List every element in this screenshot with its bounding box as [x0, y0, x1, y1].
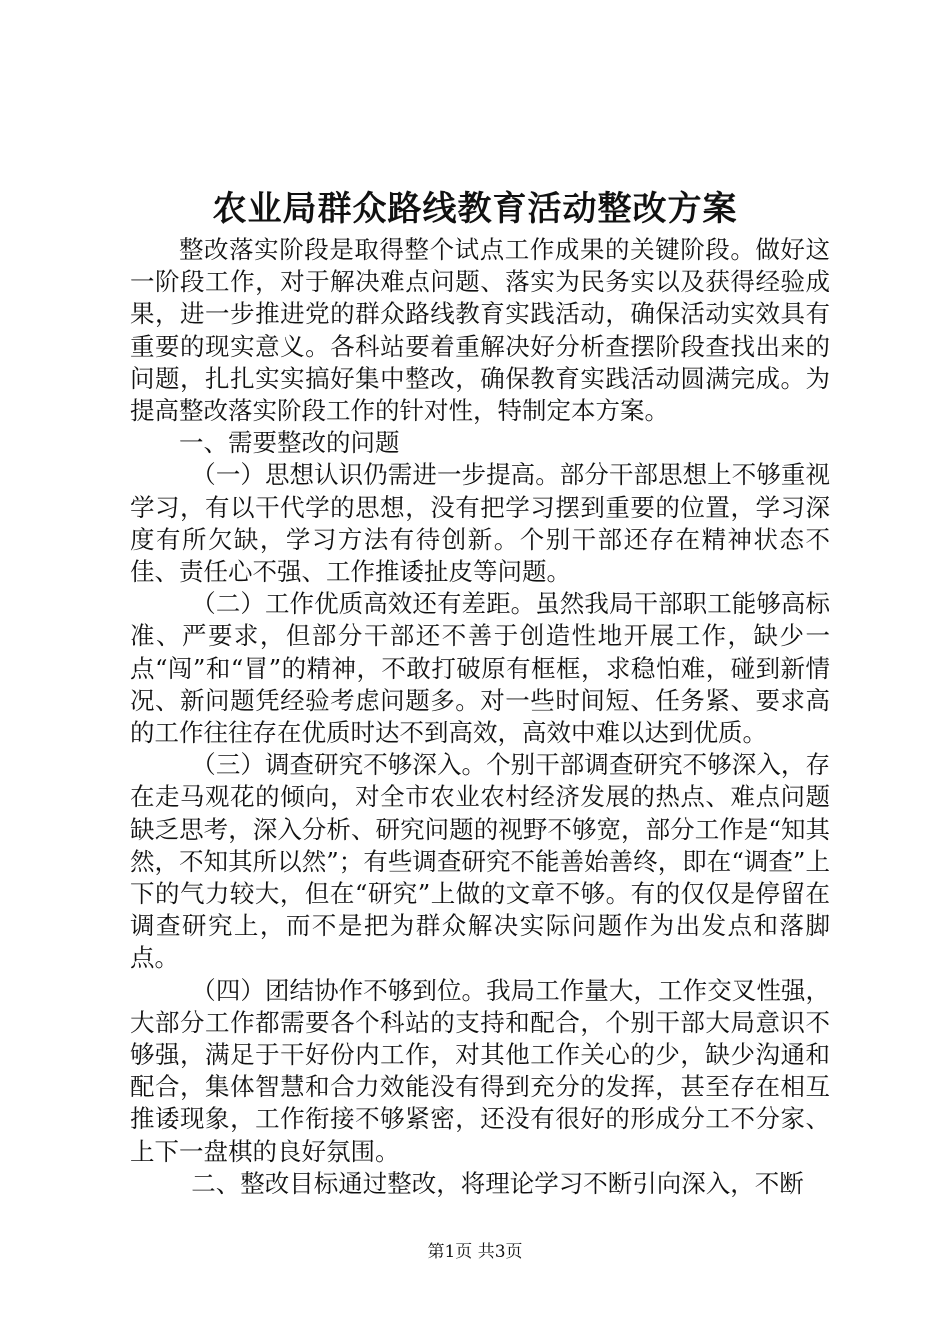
page-number-footer: 第1页 共3页: [427, 1242, 523, 1262]
problem-item-2: （二）工作优质高效还有差距。虽然我局干部职工能够高标准、严要求，但部分干部还不善于创造性地开展工作，缺少一点“闯”和“冒”的精神，不敢打破原有框框，求稳怕难，碰到新情况、新问题凭经验考虑问题多。对一些时间短、任务紧、要求高的工作往往存在优质时达不到高效，高效中难以达到优质。: [130, 589, 830, 748]
section-heading-goals: 二、整改目标通过整改，将理论学习不断引向深入，不断: [191, 1168, 804, 1198]
problem-item-1: （一）思想认识仍需进一步提高。部分干部思想上不够重视学习，有以干代学的思想，没有把学习摆到重要的位置，学习深度有所欠缺，学习方法有待创新。个别干部还存在精神状态不佳、责任心不强、工作推诿扯皮等问题。: [130, 460, 830, 587]
problem-item-3: （三）调查研究不够深入。个别干部调查研究不够深入，存在走马观花的倾向，对全市农业农村经济发展的热点、难点问题缺乏思考，深入分析、研究问题的视野不够宽，部分工作是“知其然，不知其所以然”；有些调查研究不能善始善终，即在“调查”上下的气力较大，但在“研究”上做的文章不够。有的仅仅是停留在调查研究上，而不是把为群众解决实际问题作为出发点和落脚点。: [130, 750, 830, 973]
document-title: 农业局群众路线教育活动整改方案: [212, 189, 738, 229]
problem-item-4: （四）团结协作不够到位。我局工作量大，工作交叉性强，大部分工作都需要各个科站的支持和配合，个别干部大局意识不够强，满足于干好份内工作，对其他工作关心的少，缺少沟通和配合，集体智慧和合力效能没有得到充分的发挥，甚至存在相互推诿现象，工作衔接不够紧密，还没有很好的形成分工不分家、上下一盘棋的良好氛围。: [130, 975, 830, 1166]
document-body: [130, 234, 830, 1200]
intro-paragraph: 整改落实阶段是取得整个试点工作成果的关键阶段。做好这一阶段工作，对于解决难点问题、落实为民务实以及获得经验成果，进一步推进党的群众路线教育实践活动，确保活动实效具有重要的现实意义。各科站要着重解决好分析查摆阶段查找出来的问题，扎扎实实搞好集中整改，确保教育实践活动圆满完成。为提高整改落实阶段工作的针对性，特制定本方案。: [130, 235, 830, 426]
section-heading-problems: 一、需要整改的问题: [179, 428, 400, 458]
